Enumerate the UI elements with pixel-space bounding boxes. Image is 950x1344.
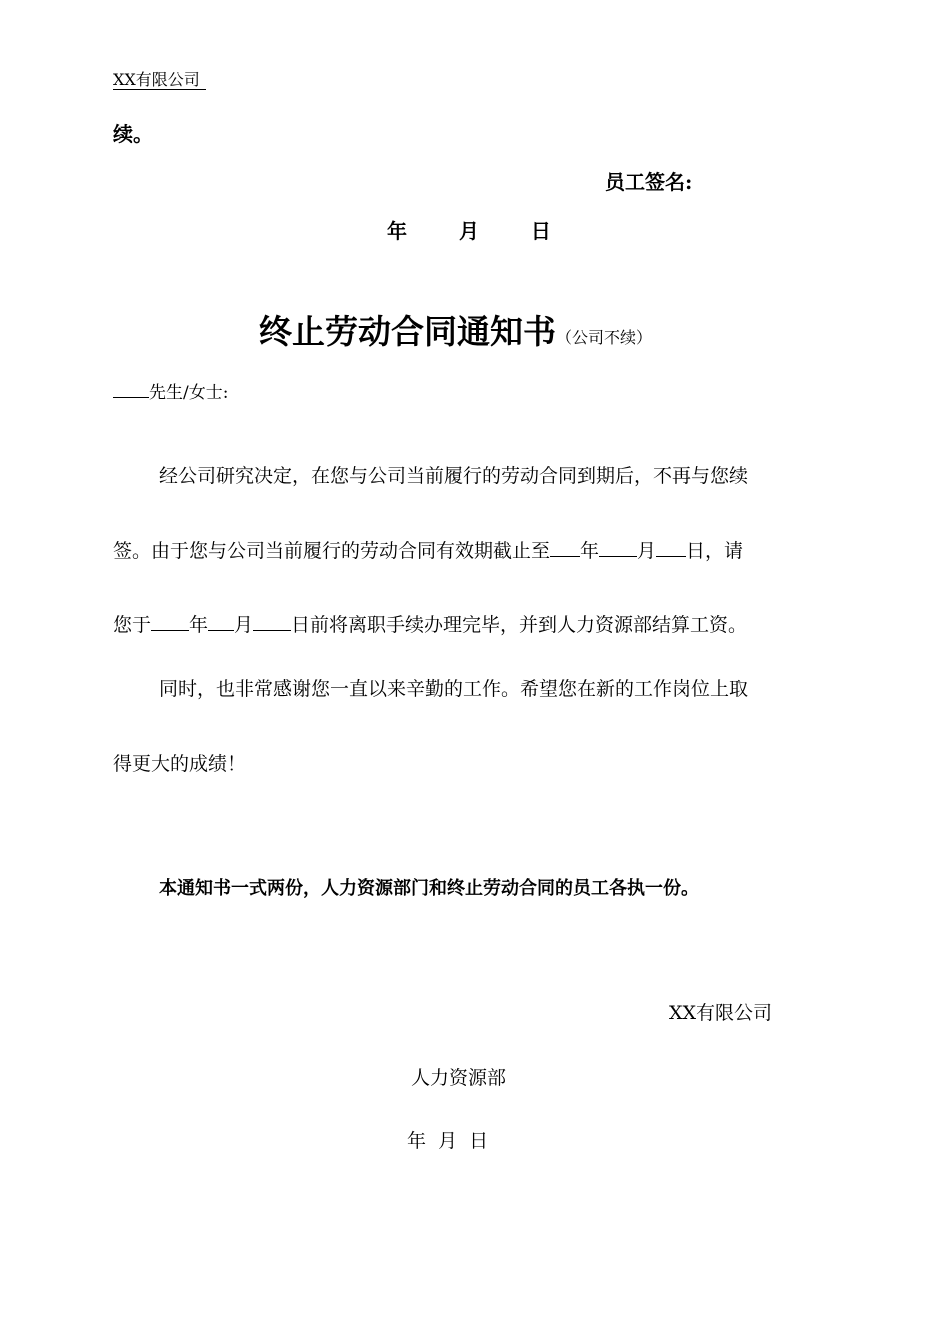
signature-date-month: 月 (458, 219, 479, 243)
resign-month-blank (208, 612, 234, 631)
para1-line3-text-rest: 日前将离职手续办理完毕，并到人力资源部结算工资。 (291, 614, 748, 636)
para1-line3 (113, 610, 747, 637)
expiry-day-blank (656, 538, 686, 557)
name-blank (113, 379, 149, 398)
notice-title: 终止劳动合同通知书 (259, 312, 556, 351)
salutation-line (113, 378, 228, 403)
expiry-year-blank (550, 538, 580, 557)
footer-company: XX有限公司 (669, 1002, 773, 1024)
signature-date (387, 215, 551, 244)
footer-date: 年 月 日 (407, 1130, 489, 1152)
footer-department: 人力资源部 (411, 1067, 507, 1089)
para1-line2 (113, 536, 743, 563)
para2-line1: 同时，也非常感谢您一直以来辛勤的工作。希望您在新的工作岗位上取 (159, 678, 749, 700)
expiry-day-label: 日，请 (686, 540, 744, 562)
resign-day-blank (253, 612, 291, 631)
para1-line3-text-a: 您于 (113, 614, 152, 636)
resign-year-label: 年 (189, 614, 209, 636)
resign-month-label: 月 (234, 614, 254, 636)
para1-line1: 经公司研究决定，在您与公司当前履行的劳动合同到期后，不再与您续 (159, 465, 749, 487)
employee-signature-label: 员工签名: (605, 170, 693, 194)
header-company: XX有限公司 (113, 70, 206, 90)
expiry-year-label: 年 (580, 540, 600, 562)
para2-line2: 得更大的成绩！ (113, 753, 247, 775)
notice-subtitle: （公司不续） (556, 328, 653, 347)
expiry-month-blank (599, 538, 637, 557)
expiry-month-label: 月 (637, 540, 657, 562)
resign-year-blank (151, 612, 189, 631)
continuation-text: 续。 (113, 122, 153, 146)
para1-line2-text: 签。由于您与公司当前履行的劳动合同有效期截止至 (113, 540, 551, 562)
signature-date-year: 年 (387, 219, 407, 243)
notice-title-block (259, 306, 652, 353)
copies-note: 本通知书一式两份，人力资源部门和终止劳动合同的员工各执一份。 (159, 878, 699, 899)
signature-date-day: 日 (530, 219, 551, 243)
salutation: 先生/女士: (149, 383, 229, 403)
